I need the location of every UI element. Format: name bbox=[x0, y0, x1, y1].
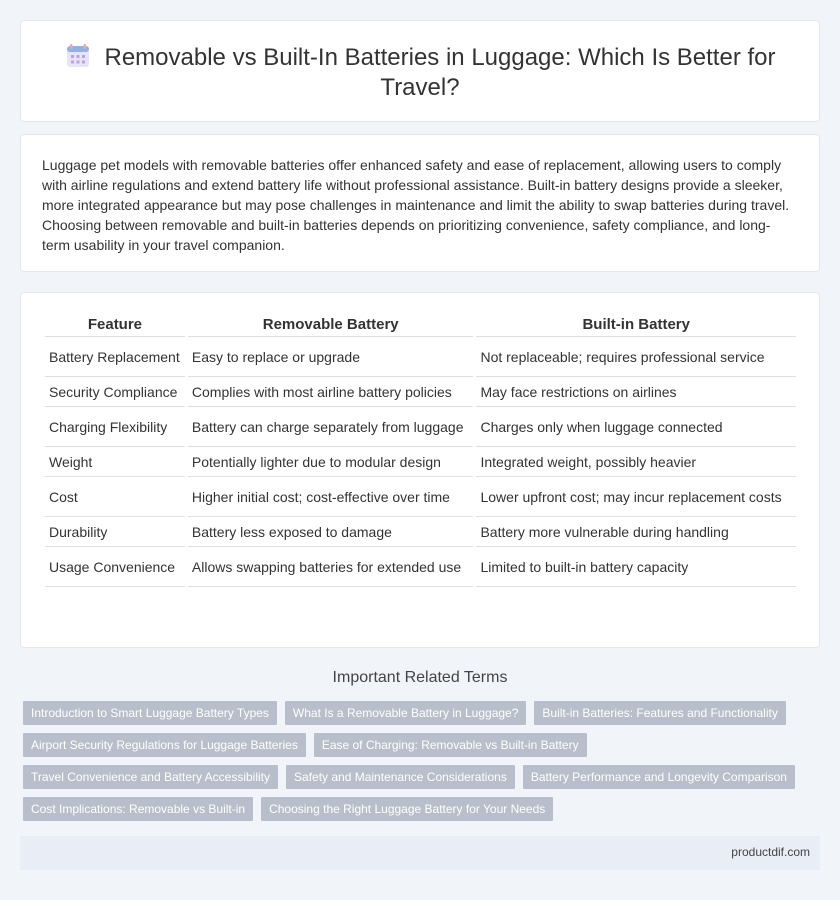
table-row bbox=[45, 337, 796, 377]
related-term-tag[interactable]: Built-in Batteries: Features and Functionality bbox=[534, 701, 785, 725]
feature-cell: Weight bbox=[45, 447, 185, 477]
table-row bbox=[45, 377, 796, 407]
intro-paragraph: Luggage pet models with removable batteries offer enhanced safety and ease of replacement, allowing users to comply with airline regulations and extend battery life without professional assistance. Built-in battery designs provide a sleeker, more integrated appearance but may pose challenges in maintenance and limit the ability to swap batteries during travel. Choosing between removable and built-in batteries depends on prioritizing convenience, safety compliance, and long-term usability in your travel companion. bbox=[42, 157, 790, 253]
removable-cell: Easy to replace or upgrade bbox=[188, 337, 474, 377]
header-card bbox=[20, 20, 820, 122]
header-feature: Feature bbox=[45, 315, 185, 337]
related-term-tag[interactable]: Ease of Charging: Removable vs Built-in Battery bbox=[314, 733, 587, 757]
related-term-tag[interactable]: Safety and Maintenance Considerations bbox=[286, 765, 515, 789]
related-term-tag[interactable]: Choosing the Right Luggage Battery for Your Needs bbox=[261, 797, 553, 821]
built-in-cell: Not replaceable; requires professional service bbox=[476, 337, 796, 377]
removable-cell: Potentially lighter due to modular design bbox=[188, 447, 474, 477]
page-title bbox=[61, 43, 779, 103]
feature-cell: Durability bbox=[45, 517, 185, 547]
calendar-grid-icon bbox=[65, 43, 91, 69]
intro-card bbox=[20, 134, 820, 272]
related-term-tag[interactable]: Travel Convenience and Battery Accessibility bbox=[23, 765, 278, 789]
removable-cell: Battery less exposed to damage bbox=[188, 517, 474, 547]
tag-row bbox=[23, 765, 803, 789]
removable-cell: Battery can charge separately from luggage bbox=[188, 407, 474, 447]
related-term-tag[interactable]: Introduction to Smart Luggage Battery Types bbox=[23, 701, 277, 725]
related-term-tag[interactable]: Battery Performance and Longevity Comparison bbox=[523, 765, 795, 789]
built-in-cell: May face restrictions on airlines bbox=[476, 377, 796, 407]
related-terms-title: Important Related Terms bbox=[332, 669, 508, 686]
header-removable: Removable Battery bbox=[188, 315, 474, 337]
tag-row bbox=[23, 701, 803, 725]
feature-cell: Cost bbox=[45, 477, 185, 517]
footer-site-link[interactable]: productdif.com bbox=[731, 845, 810, 859]
table-row bbox=[45, 407, 796, 447]
built-in-cell: Limited to built-in battery capacity bbox=[476, 547, 796, 587]
removable-cell: Complies with most airline battery policies bbox=[188, 377, 474, 407]
footer bbox=[20, 836, 820, 870]
feature-cell: Usage Convenience bbox=[45, 547, 185, 587]
table-header-row bbox=[45, 315, 796, 337]
related-terms-list bbox=[23, 701, 803, 829]
removable-cell: Allows swapping batteries for extended use bbox=[188, 547, 474, 587]
table-row bbox=[45, 547, 796, 587]
table-row bbox=[45, 447, 796, 477]
removable-cell: Higher initial cost; cost-effective over time bbox=[188, 477, 474, 517]
tag-row bbox=[23, 797, 803, 821]
header-built-in: Built-in Battery bbox=[476, 315, 796, 337]
table-row bbox=[45, 477, 796, 517]
related-term-tag[interactable]: Cost Implications: Removable vs Built-in bbox=[23, 797, 253, 821]
comparison-card bbox=[20, 292, 820, 648]
built-in-cell: Lower upfront cost; may incur replacement costs bbox=[476, 477, 796, 517]
table-row bbox=[45, 517, 796, 547]
built-in-cell: Integrated weight, possibly heavier bbox=[476, 447, 796, 477]
related-term-tag[interactable]: Airport Security Regulations for Luggage Batteries bbox=[23, 733, 306, 757]
related-term-tag[interactable]: What Is a Removable Battery in Luggage? bbox=[285, 701, 526, 725]
feature-cell: Security Compliance bbox=[45, 377, 185, 407]
built-in-cell: Charges only when luggage connected bbox=[476, 407, 796, 447]
feature-cell: Battery Replacement bbox=[45, 337, 185, 377]
tag-row bbox=[23, 733, 803, 757]
feature-cell: Charging Flexibility bbox=[45, 407, 185, 447]
built-in-cell: Battery more vulnerable during handling bbox=[476, 517, 796, 547]
comparison-table bbox=[42, 315, 799, 587]
page-title-text: Removable vs Built-In Batteries in Luggage: Which Is Better for Travel? bbox=[104, 44, 776, 101]
